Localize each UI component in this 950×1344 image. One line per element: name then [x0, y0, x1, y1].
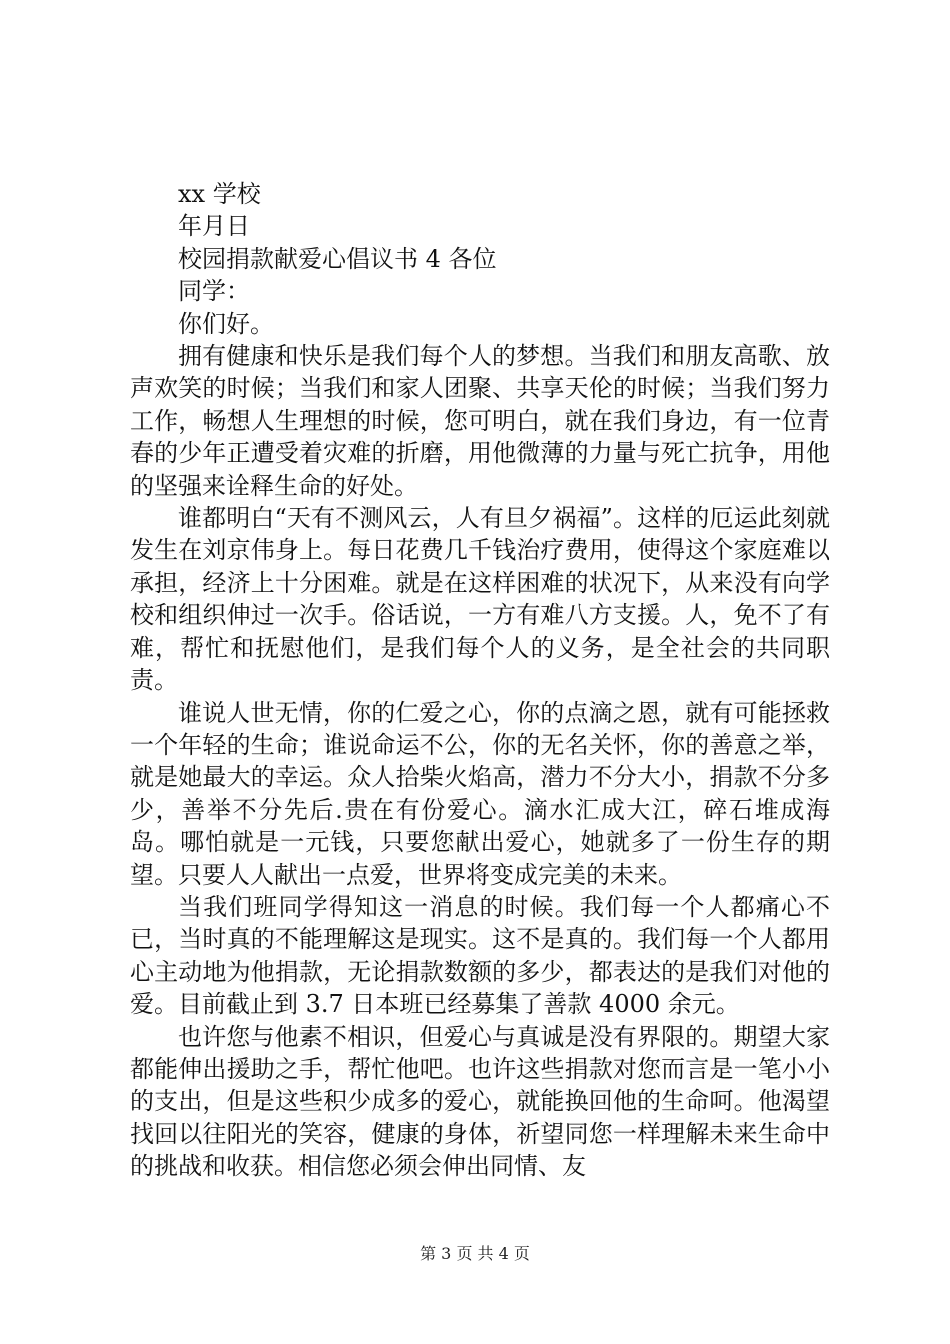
paragraph-3: 谁说人世无情，你的仁爱之心，你的点滴之恩，就有可能拯救一个年轻的生命；谁说命运不公，你的无名关怀，你的善意之举，就是她最大的幸运。众人拾柴火焰高，潜力不分大小，捐款不分多少，善举不分先后.贵在有份爱心。滴水汇成大江，碎石堆成海岛。哪怕就是一元钱，只要您献出爱心，她就多了一份生存的期望。只要人人献出一点爱，世界将变成完美的未来。	[130, 698, 830, 889]
document-body	[130, 178, 830, 1183]
page-number-footer: 第 3 页 共 4 页	[420, 1244, 530, 1263]
document-title-line: 校园捐款献爱心倡议书 4 各位	[178, 244, 497, 273]
salutation: 同学：	[178, 277, 250, 306]
paragraph-4: 当我们班同学得知这一消息的时候。我们每一个人都痛心不已，当时真的不能理解这是现实。这不是真的。我们每一个人都用心主动地为他捐款，无论捐款数额的多少，都表达的是我们对他的爱。目前截止到 3.7 日本班已经募集了善款 4000 余元。	[130, 892, 830, 1019]
paragraph-1: 拥有健康和快乐是我们每个人的梦想。当我们和朋友高歌、放声欢笑的时候；当我们和家人团聚、共享天伦的时候；当我们努力工作，畅想人生理想的时候，您可明白，就在我们身边，有一位青春的少年正遭受着灾难的折磨，用他微薄的力量与死亡抗争，用他的坚强来诠释生命的好处。	[130, 342, 830, 500]
paragraph-2: 谁都明白“天有不测风云，人有旦夕祸福”。这样的厄运此刻就发生在刘京伟身上。每日花费几千钱治疗费用，使得这个家庭难以承担，经济上十分困难。就是在这样困难的状况下，从来没有向学校和组织伸过一次手。俗话说，一方有难八方支援。人，免不了有难，帮忙和抚慰他们，是我们每个人的义务，是全社会的共同职责。	[130, 504, 830, 695]
school-name: xx 学校	[178, 180, 261, 208]
date-line: 年月日	[178, 212, 250, 241]
paragraph-5: 也许您与他素不相识，但爱心与真诚是没有界限的。期望大家都能伸出援助之手，帮忙他吧。也许这些捐款对您而言是一笔小小的支出，但是这些积少成多的爱心，就能换回他的生命呵。他渴望找回以往阳光的笑容，健康的身体，祈望同您一样理解未来生命中的挑战和收获。相信您必须会伸出同情、友	[130, 1022, 830, 1181]
greeting: 你们好。	[178, 309, 274, 338]
